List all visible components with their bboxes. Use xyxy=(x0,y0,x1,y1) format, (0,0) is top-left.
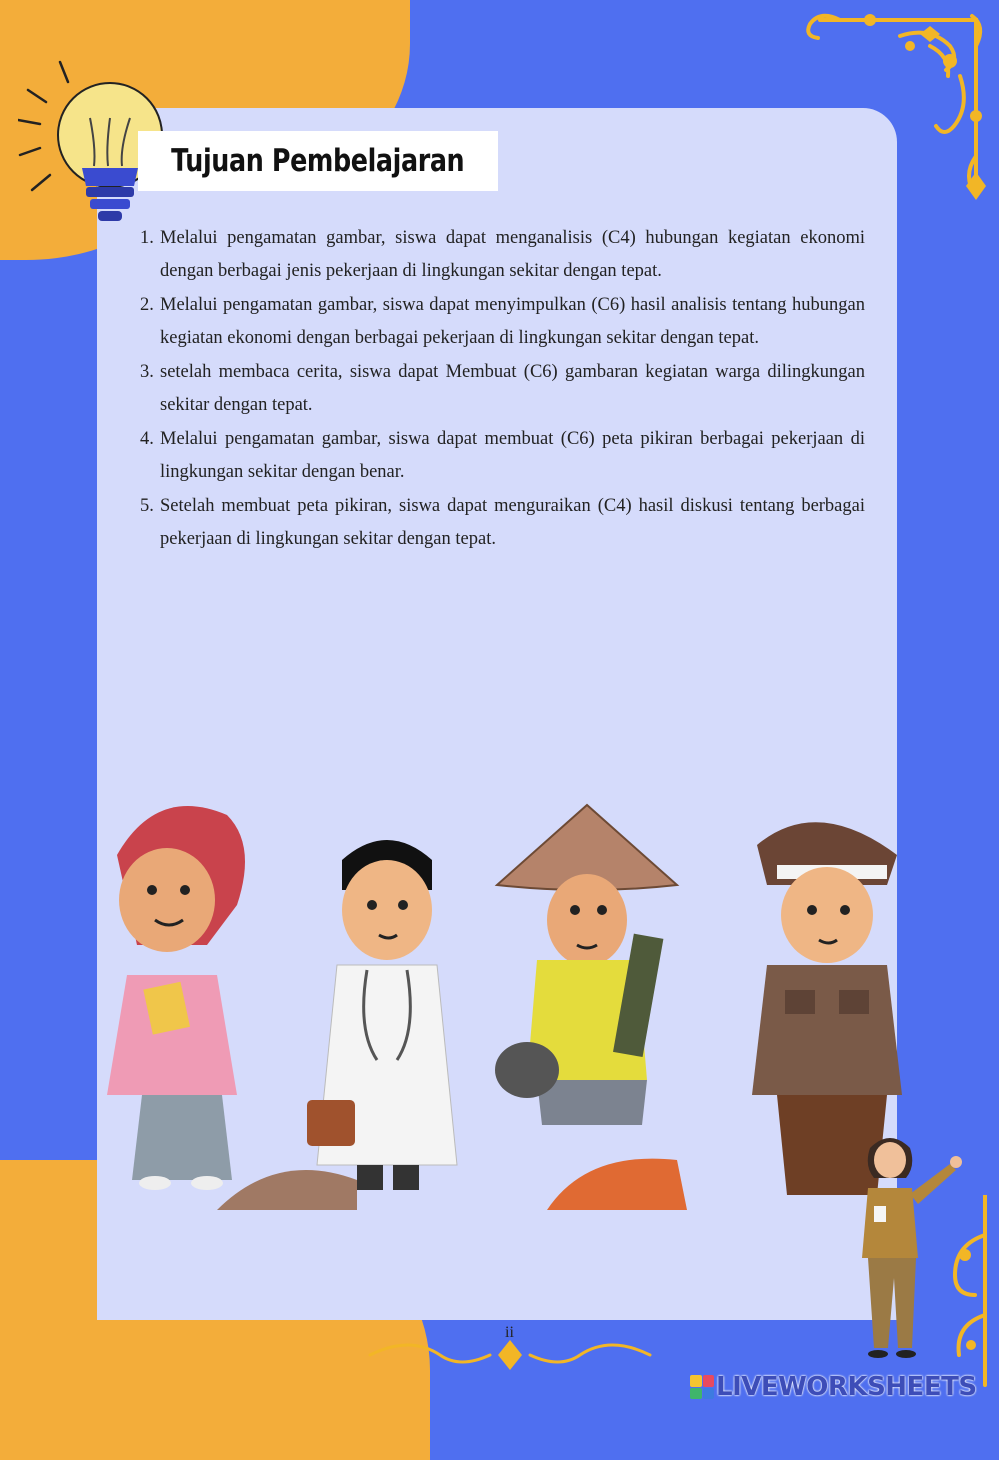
corner-ornament-bottom-right xyxy=(925,1195,999,1395)
list-item-text: setelah membaca cerita, siswa dapat Membuat (C6) gambaran kegiatan warga dilingkungan sekitar dengan tepat. xyxy=(160,362,865,415)
list-item-text: Melalui pengamatan gambar, siswa dapat membuat (C6) peta pikiran berbagai pekerjaan di lingkungan sekitar dengan benar. xyxy=(160,429,865,482)
list-item xyxy=(140,289,865,354)
liveworksheets-logo-icon xyxy=(690,1375,714,1399)
list-item-text: Melalui pengamatan gambar, siswa dapat menyimpulkan (C6) hasil analisis tentang hubungan kegiatan ekonomi dengan berbagai pekerjaan di lingkungan sekitar dengan tepat. xyxy=(160,295,865,348)
list-item xyxy=(140,222,865,287)
girl-in-hijab-figure xyxy=(107,806,245,1190)
list-item xyxy=(140,490,865,555)
learning-objectives-list xyxy=(140,222,865,557)
list-item-number: 1. xyxy=(140,228,154,248)
list-item-number: 4. xyxy=(140,429,154,449)
list-item-number: 5. xyxy=(140,496,154,516)
liveworksheets-watermark xyxy=(690,1372,977,1402)
list-item-text: Setelah membuat peta pikiran, siswa dapat menguraikan (C4) hasil diskusi tentang berbagai pekerjaan di lingkungan sekitar dengan tepat. xyxy=(160,496,865,549)
page-title: Tujuan Pembelajaran xyxy=(171,143,465,179)
list-item-number: 3. xyxy=(140,362,154,382)
page-number: ii xyxy=(505,1324,514,1341)
list-item-text: Melalui pengamatan gambar, siswa dapat menganalisis (C4) hubungan kegiatan ekonomi dengan berbagai jenis pekerjaan di lingkungan sekitar dengan tepat. xyxy=(160,228,865,281)
workers-illustration xyxy=(97,785,917,1210)
corner-ornament-top-right xyxy=(780,6,992,216)
list-item-number: 2. xyxy=(140,295,154,315)
list-item xyxy=(140,423,865,488)
farmer-figure xyxy=(495,805,677,1125)
list-item xyxy=(140,356,865,421)
watermark-text: LIVEWORKSHEETS xyxy=(716,1372,977,1402)
title-box xyxy=(138,131,498,191)
doctor-figure xyxy=(307,840,457,1190)
